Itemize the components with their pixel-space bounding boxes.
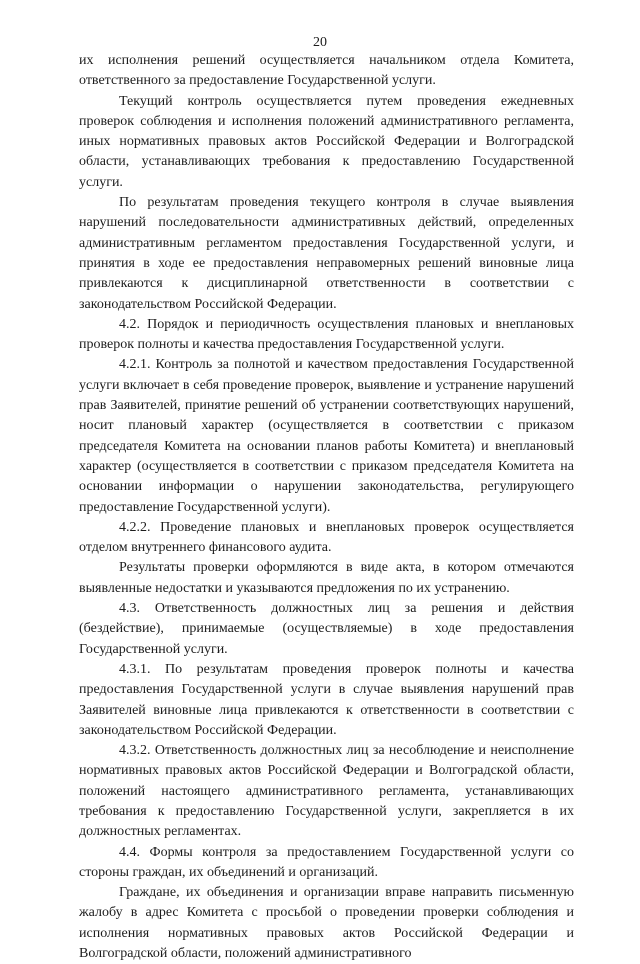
paragraph-check-results: Результаты проверки оформляются в виде акта, в котором отмечаются выявленные недостатки и указываются предложения по их устранению. (79, 560, 574, 596)
page-number: 20 (313, 35, 327, 50)
paragraph-continuation: их исполнения решений осуществляется начальником отдела Комитета, ответственного за предоставление Государственной услуги. (79, 53, 574, 89)
paragraph-4-2-2: 4.2.2. Проведение плановых и внеплановых проверок осуществляется отделом внутреннего финансового аудита. (79, 519, 574, 556)
paragraph-control-results: По результатам проведения текущего контроля в случае выявления нарушений последовательности административных действий, определенных административным регламентом предоставления Государственной услуги, и принятия в ходе ее предоставления неправомерных решений виновные лица привлекаются к дисциплинарной ответственности в соответствии с законодательством Российской Федерации. (79, 195, 574, 312)
paragraph-4-2-1: 4.2.1. Контроль за полнотой и качеством предоставления Государственной услуги включает в себя проведение проверок, выявление и устранение нарушений прав Заявителей, принятие решений об устранении соответствующих нарушений, носит плановый характер (осуществляется в соответствии с приказом председателя Комитета на основании планов работы Комитета) и внеплановый характер (осуществляется в соответствии с приказом председателя Комитета на основании информации о нарушении законодательства, регулирующего предоставление Государственной услуги). (79, 357, 574, 515)
section-4-4-heading: 4.4. Формы контроля за предоставлением Государственной услуги со стороны граждан, их объединений и организаций. (79, 844, 574, 880)
section-4-2-heading: 4.2. Порядок и периодичность осуществления плановых и внеплановых проверок полноты и качества предоставления Государственной услуги. (79, 316, 574, 353)
paragraph-4-3-2: 4.3.2. Ответственность должностных лиц за несоблюдение и неисполнение нормативных правовых актов Российской Федерации и Волгоградской области, положений настоящего административного регламента, устанавливающих требования к предоставлению Государственной услуги, закрепляется в их должностных регламентах. (79, 743, 574, 840)
paragraph-current-control: Текущий контроль осуществляется путем проведения ежедневных проверок соблюдения и исполнения положений административного регламента, иных нормативных правовых актов Российской Федерации и Волгоградской области, устанавливающих требования к предоставлению Государственной услуги. (79, 93, 574, 190)
paragraph-citizens-complaint: Граждане, их объединения и организации вправе направить письменную жалобу в адрес Комитета с просьбой о проведении проверки соблюдения и исполнения нормативных правовых актов Российской Федерации и Волгоградской области, положений административного (79, 885, 574, 962)
paragraph-4-3-1: 4.3.1. По результатам проведения проверок полноты и качества предоставления Государственной услуги в случае выявления нарушений прав Заявителей виновные лица привлекаются к ответственности в соответствии с законодательством Российской Федерации. (79, 661, 574, 738)
section-4-3-heading: 4.3. Ответственность должностных лиц за решения и действия (бездействие), принимаемые (осуществляемые) в ходе предоставления Государственной услуги. (79, 601, 574, 657)
document-body (79, 51, 574, 964)
